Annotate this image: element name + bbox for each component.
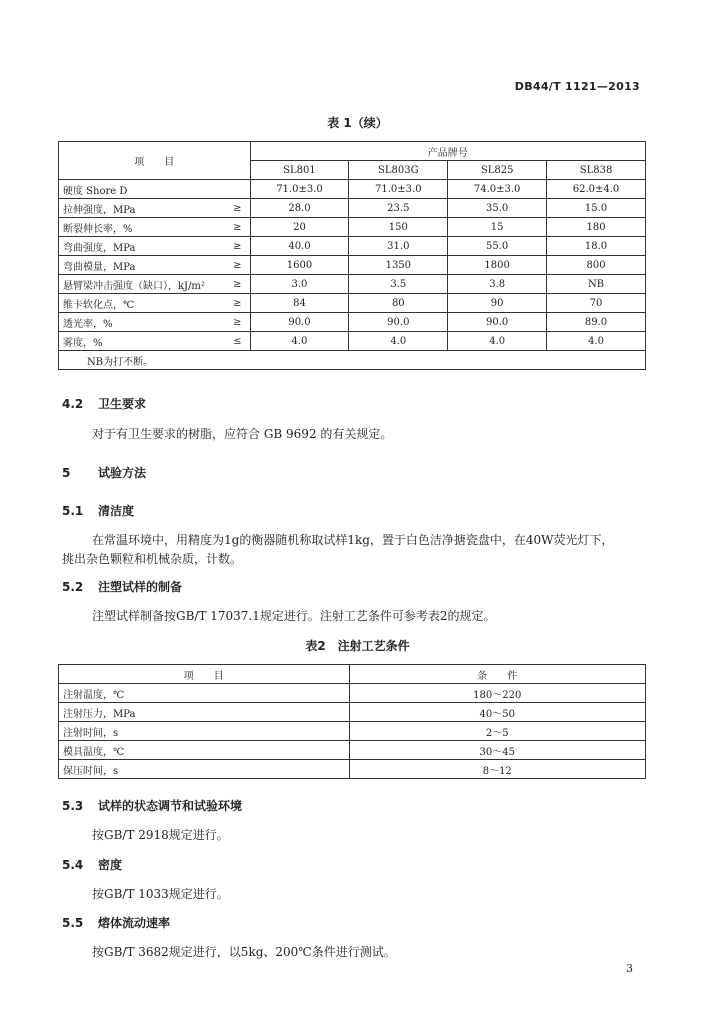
section-title: 熔体流动速率 xyxy=(98,916,171,930)
property-value: 71.0±3.0 xyxy=(250,180,349,199)
property-value: 23.5 xyxy=(349,199,448,218)
table2-header-item: 项 目 xyxy=(59,665,350,684)
table1 xyxy=(58,141,646,370)
requirement-symbol: ≥ xyxy=(223,313,250,332)
property-label: 雾度，% xyxy=(59,332,224,351)
condition-label: 模具温度，℃ xyxy=(59,741,350,760)
property-value: 3.5 xyxy=(349,275,448,294)
property-value: 4.0 xyxy=(547,332,646,351)
property-value: 4.0 xyxy=(250,332,349,351)
section-5-1-text-line2: 挑出杂色颗粒和机械杂质，计数。 xyxy=(62,552,243,566)
section-number: 5 xyxy=(62,466,71,480)
condition-value: 2～5 xyxy=(349,722,646,741)
requirement-symbol: ≥ xyxy=(223,256,250,275)
section-title: 卫生要求 xyxy=(98,397,147,411)
property-value: 40.0 xyxy=(250,237,349,256)
section-5-1-text-line1: 在常温环境中，用精度为1g的衡器随机称取试样1kg，置于白色洁净搪瓷盘中，在40W荧光灯下， xyxy=(92,533,614,547)
property-value: 71.0±3.0 xyxy=(349,180,448,199)
requirement-symbol: ≤ xyxy=(223,332,250,351)
property-value: 70 xyxy=(547,294,646,313)
property-value: 80 xyxy=(349,294,448,313)
property-value: 15 xyxy=(448,218,547,237)
section-number: 5.3 xyxy=(62,799,84,813)
table2 xyxy=(58,664,646,779)
table-row xyxy=(59,313,646,332)
property-value: 150 xyxy=(349,218,448,237)
table-row xyxy=(59,275,646,294)
section-5-2-heading xyxy=(62,578,182,595)
section-number: 5.2 xyxy=(62,580,84,594)
section-number: 5.4 xyxy=(62,858,84,872)
table-row xyxy=(59,722,646,741)
table-row xyxy=(59,256,646,275)
property-value: 20 xyxy=(250,218,349,237)
condition-value: 180～220 xyxy=(349,684,646,703)
condition-label: 保压时间，s xyxy=(59,760,350,779)
section-title: 试样的状态调节和试验环境 xyxy=(98,799,243,813)
property-value: 55.0 xyxy=(448,237,547,256)
table2-header-condition: 条 件 xyxy=(349,665,646,684)
property-value: 3.8 xyxy=(448,275,547,294)
requirement-symbol xyxy=(223,180,250,199)
table1-grade-header: SL803G xyxy=(349,161,448,180)
property-value: NB xyxy=(547,275,646,294)
table1-body xyxy=(59,180,646,351)
property-label: 硬度 Shore D xyxy=(59,180,224,199)
section-4-2-heading xyxy=(62,395,146,412)
table-row xyxy=(59,332,646,351)
condition-value: 30～45 xyxy=(349,741,646,760)
table1-grade-header: SL825 xyxy=(448,161,547,180)
property-value: 90.0 xyxy=(250,313,349,332)
property-value: 15.0 xyxy=(547,199,646,218)
property-value: 4.0 xyxy=(448,332,547,351)
table-row xyxy=(59,294,646,313)
table1-caption: 表 1（续） xyxy=(327,116,388,130)
section-5-5-heading xyxy=(62,914,170,931)
section-number: 5.1 xyxy=(62,504,84,518)
condition-label: 注射温度，℃ xyxy=(59,684,350,703)
table1-item-header: 项 目 xyxy=(59,142,251,180)
property-value: 180 xyxy=(547,218,646,237)
table-row xyxy=(59,180,646,199)
section-5-5-text: 按GB/T 3682规定进行，以5kg、200℃条件进行测试。 xyxy=(92,945,396,959)
section-title: 密度 xyxy=(98,858,123,872)
property-value: 1600 xyxy=(250,256,349,275)
table-row xyxy=(59,684,646,703)
section-number: 4.2 xyxy=(62,397,84,411)
table2-body xyxy=(59,684,646,779)
property-value: 18.0 xyxy=(547,237,646,256)
property-value: 1800 xyxy=(448,256,547,275)
property-value: 800 xyxy=(547,256,646,275)
condition-value: 40～50 xyxy=(349,703,646,722)
section-5-1-heading xyxy=(62,502,134,519)
section-5-2-text: 注塑试样制备按GB/T 17037.1规定进行。注射工艺条件可参考表2的规定。 xyxy=(92,609,496,623)
property-value: 1350 xyxy=(349,256,448,275)
requirement-symbol: ≥ xyxy=(223,237,250,256)
section-5-4-text: 按GB/T 1033规定进行。 xyxy=(92,887,229,901)
property-label: 弯曲模量，MPa xyxy=(59,256,224,275)
table1-note: NB为打不断。 xyxy=(59,351,646,370)
table1-group-header: 产品牌号 xyxy=(250,142,645,161)
section-5-4-heading xyxy=(62,856,122,873)
table-row xyxy=(59,218,646,237)
table-row xyxy=(59,741,646,760)
table-row xyxy=(59,703,646,722)
section-title: 注塑试样的制备 xyxy=(98,580,183,594)
requirement-symbol: ≥ xyxy=(223,199,250,218)
property-value: 62.0±4.0 xyxy=(547,180,646,199)
property-value: 89.0 xyxy=(547,313,646,332)
property-value: 84 xyxy=(250,294,349,313)
table1-grade-header: SL838 xyxy=(547,161,646,180)
property-label: 维卡软化点，℃ xyxy=(59,294,224,313)
standard-number: DB44/T 1121—2013 xyxy=(514,80,640,93)
property-value: 31.0 xyxy=(349,237,448,256)
section-number: 5.5 xyxy=(62,916,84,930)
requirement-symbol: ≥ xyxy=(223,218,250,237)
property-value: 74.0±3.0 xyxy=(448,180,547,199)
property-value: 90.0 xyxy=(448,313,547,332)
property-value: 4.0 xyxy=(349,332,448,351)
table-row xyxy=(59,237,646,256)
property-value: 90 xyxy=(448,294,547,313)
property-value: 3.0 xyxy=(250,275,349,294)
property-label: 断裂伸长率，% xyxy=(59,218,224,237)
section-4-2-text: 对于有卫生要求的树脂，应符合 GB 9692 的有关规定。 xyxy=(92,427,393,441)
requirement-symbol: ≥ xyxy=(223,275,250,294)
table-row xyxy=(59,199,646,218)
property-label: 拉伸强度，MPa xyxy=(59,199,224,218)
table-row xyxy=(59,760,646,779)
property-label: 透光率，% xyxy=(59,313,224,332)
page-number: 3 xyxy=(626,962,633,975)
property-value: 35.0 xyxy=(448,199,547,218)
section-5-heading xyxy=(62,464,146,481)
table2-caption: 表2 注射工艺条件 xyxy=(305,639,410,653)
section-5-3-text: 按GB/T 2918规定进行。 xyxy=(92,828,229,842)
property-label: 悬臂梁冲击强度（缺口），kJ/m² xyxy=(59,275,224,294)
condition-label: 注射时间，s xyxy=(59,722,350,741)
property-label: 弯曲强度，MPa xyxy=(59,237,224,256)
table1-grade-header: SL801 xyxy=(250,161,349,180)
property-value: 90.0 xyxy=(349,313,448,332)
requirement-symbol: ≥ xyxy=(223,294,250,313)
property-value: 28.0 xyxy=(250,199,349,218)
section-title: 清洁度 xyxy=(98,504,135,518)
section-5-3-heading xyxy=(62,797,242,814)
section-title: 试验方法 xyxy=(98,466,147,480)
condition-value: 8～12 xyxy=(349,760,646,779)
condition-label: 注射压力，MPa xyxy=(59,703,350,722)
